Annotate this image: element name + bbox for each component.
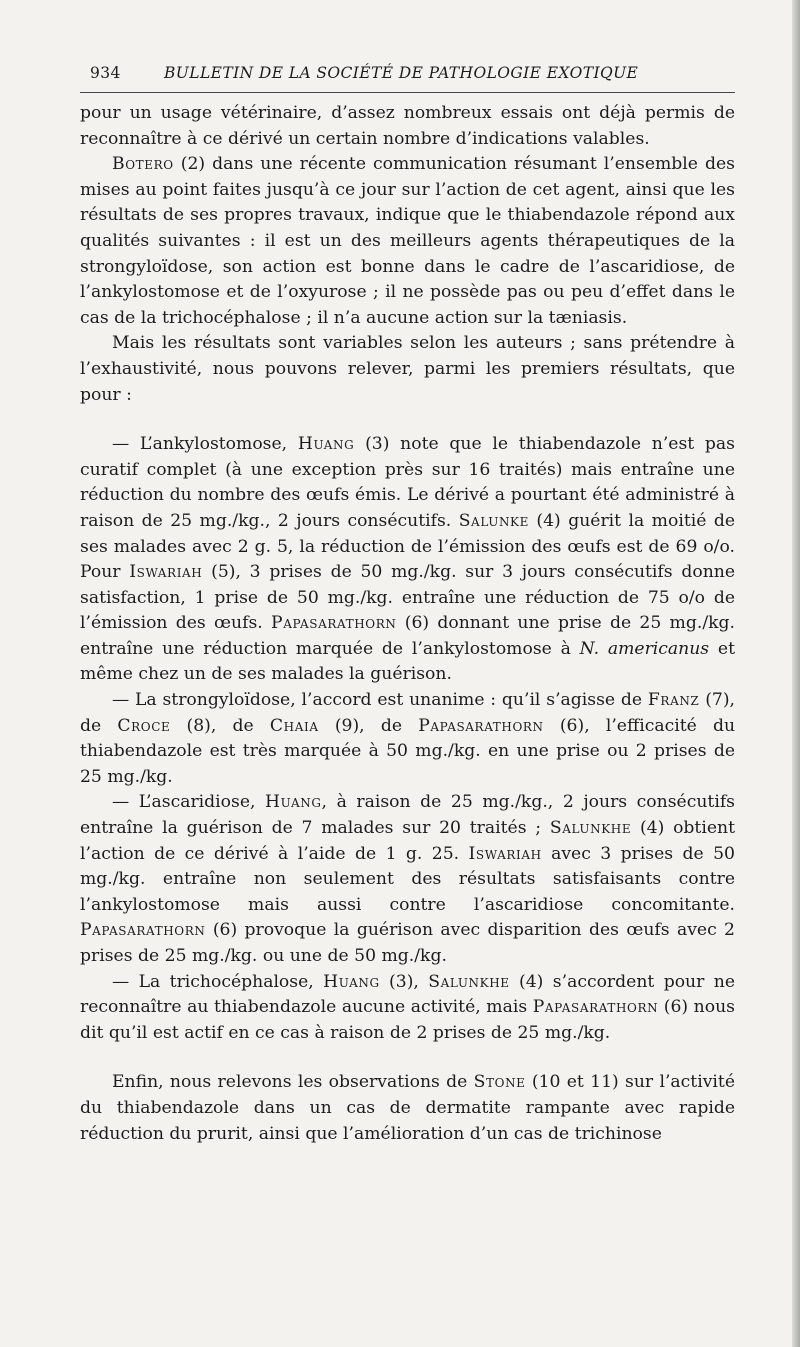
author-name: Salunkhe	[549, 818, 632, 839]
author-name: Iswariah	[129, 562, 203, 583]
page-number: 934	[90, 64, 121, 82]
journal-title: BULLETIN DE LA SOCIÉTÉ DE PATHOLOGIE EXOTIQUE	[164, 64, 639, 82]
species-name: N. americanus	[579, 638, 710, 659]
author-name: Botero	[112, 154, 174, 175]
text-run: et même chez un de ses malades la guérison.	[80, 638, 735, 685]
text-run: (4) obtient l’action de ce dérivé à l’aide de 1 g. 25.	[80, 818, 735, 864]
text-run: — L’ankylostomose,	[112, 434, 298, 455]
author-name: Huang	[265, 792, 322, 813]
paragraph-p3	[80, 331, 735, 408]
paragraph-p8	[80, 1070, 735, 1147]
text-run: (9), de	[318, 715, 419, 736]
article-body	[80, 101, 735, 1147]
text-run: — L’ascaridiose,	[112, 792, 266, 813]
text-run: — La strongyloïdose, l’accord est unanime : qu’il s’agisse de	[112, 690, 648, 711]
author-name: Croce	[117, 715, 171, 736]
text-run: (10 et 11) sur l’activité du thiabendazole dans un cas de dermatite rampante avec rapide réduction du prurit, ainsi que l’amélioration d’un cas de trichinose	[80, 1072, 735, 1144]
text-run: Enfin, nous relevons les observations de	[112, 1072, 474, 1093]
paragraph-p2	[80, 152, 735, 331]
text-run: (4) s’accordent pour ne reconnaître au thiabendazole aucune activité, mais	[80, 971, 735, 1018]
author-name: Stone	[473, 1072, 526, 1093]
paragraph-p1	[80, 101, 735, 152]
text-run: (6) donnant une prise de 25 mg./kg. entraîne une réduction marquée de l’ankylostomose à	[80, 613, 735, 659]
author-name: Chaia	[269, 715, 319, 736]
text-run: (8), de	[170, 715, 270, 736]
text-run: (6) nous dit qu’il est actif en ce cas à raison de 2 prises de 25 mg./kg.	[80, 997, 735, 1043]
paragraph-p6	[80, 790, 735, 969]
text-run: (4) guérit la moitié de ses malades avec 2 g. 5, la réduction de l’émission des œufs est de 69 o/o. Pour	[80, 510, 735, 583]
author-name: Huang	[297, 434, 355, 455]
text-run: , à raison de 25 mg./kg., 2 jours consécutifs entraîne la guérison de 7 malades sur 20 traités ;	[80, 792, 736, 839]
paragraph-p4	[80, 432, 735, 688]
text-run: pour un usage vétérinaire, d’assez nombreux essais ont déjà permis de reconnaître à ce dérivé un certain nombre d’indications valables.	[80, 103, 735, 149]
journal-page	[80, 64, 735, 1147]
text-run: — La trichocéphalose,	[112, 971, 324, 992]
author-name: Salunke	[458, 510, 529, 531]
author-name: Papasarathorn	[271, 613, 397, 634]
text-run: (3),	[379, 971, 429, 992]
text-run: (7), de	[80, 690, 735, 736]
running-header	[80, 64, 735, 93]
text-run: (6), l’efficacité du thiabendazole est très marquée à 50 mg./kg. en une prise ou 2 prises de 25 mg./kg.	[80, 715, 736, 787]
author-name: Huang	[323, 971, 380, 992]
text-run: (3) note que le thiabendazole n’est pas curatif complet (à une exception près sur 16 traités) mais entraîne une réduction du nombre des œufs émis. Le dérivé a pourtant été administré à raison de 25 mg./kg., 2 jours consécutifs.	[80, 434, 735, 531]
author-name: Iswariah	[468, 843, 542, 864]
author-name: Papasarathorn	[532, 997, 659, 1018]
text-run: (6) provoque la guérison avec disparition des œufs avec 2 prises de 25 mg./kg. ou une de 50 mg./kg.	[80, 920, 735, 966]
author-name: Salunkhe	[428, 971, 510, 992]
author-name: Franz	[647, 690, 700, 711]
text-run: Mais les résultats sont variables selon les auteurs ; sans prétendre à l’exhaustivité, nous pouvons relever, parmi les premiers résultats, que pour :	[80, 333, 735, 405]
paragraph-p5	[80, 688, 735, 790]
page-edge-shadow	[792, 0, 800, 1347]
text-run: avec 3 prises de 50 mg./kg. entraîne non seulement des résultats satisfaisants contre l’ankylostomose mais aussi contre l’ascaridiose concomitante.	[80, 843, 735, 915]
author-name: Papasarathorn	[80, 920, 206, 941]
text-run: (2) dans une récente communication résumant l’ensemble des mises au point faites jusqu’à ce jour sur l’action de cet agent, ainsi que les résultats de ses propres travaux, indique que le thiabendazole répond aux qualités suivantes : il est un des meilleurs agents thérapeutiques de la strongyloïdose, son action est bonne dans le cadre de l’ascaridiose, de l’ankylostomose et de l’oxyurose ; il ne possède pas ou peu d’effet dans le cas de la trichocéphalose ; il n’a aucune action sur la tæniasis.	[80, 154, 735, 328]
paragraph-p7	[80, 970, 735, 1047]
author-name: Papasarathorn	[418, 715, 544, 736]
text-run: (5), 3 prises de 50 mg./kg. sur 3 jours consécutifs donne satisfaction, 1 prise de 50 mg./kg. entraîne une réduction de 75 o/o de l’émission des œufs.	[80, 562, 736, 634]
